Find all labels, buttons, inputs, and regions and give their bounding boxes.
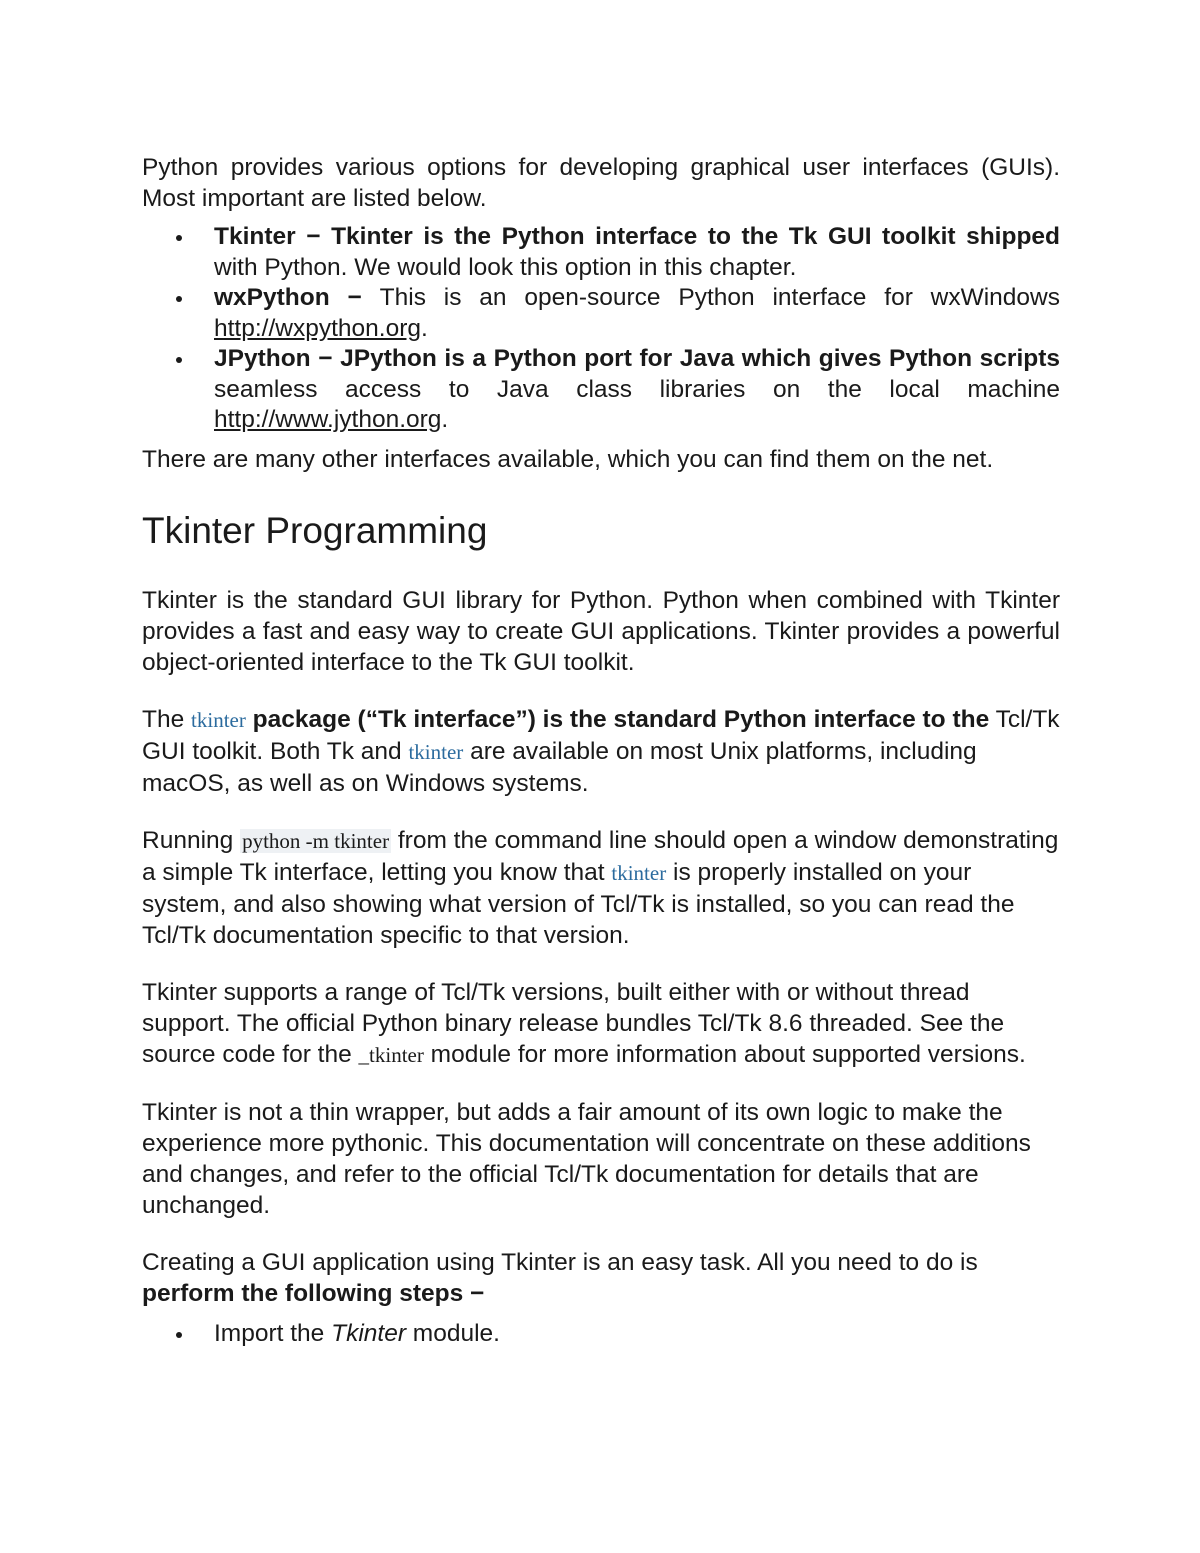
text-run: from the command line should open a window demonstrating a simple Tk interface, letting you know that bbox=[142, 826, 1059, 886]
option-after: . bbox=[421, 314, 428, 342]
paragraph-versions bbox=[142, 977, 1060, 1071]
option-name: Tkinter bbox=[214, 223, 296, 250]
underscore-tkinter-keyword: _tkinter bbox=[358, 1042, 424, 1067]
text-run: are available on most Unix platforms, including macOS, as well as on Windows systems. bbox=[142, 737, 977, 797]
tkinter-keyword: tkinter bbox=[408, 739, 464, 764]
option-name: JPython bbox=[214, 345, 311, 372]
option-after: . bbox=[441, 406, 449, 433]
jython-link[interactable]: http://www.jython.org bbox=[214, 406, 442, 433]
italic-text-run: Tkinter bbox=[331, 1319, 406, 1347]
document-body bbox=[142, 152, 1060, 1357]
bullet-icon bbox=[176, 357, 182, 363]
tkinter-keyword: tkinter bbox=[191, 707, 246, 732]
gui-options-list bbox=[142, 222, 1060, 436]
list-item-jpython bbox=[142, 344, 1060, 436]
text-run: Creating a GUI application using Tkinter is an easy task. All you need to do is bbox=[142, 1248, 978, 1276]
paragraph-tkinter-standard: Tkinter is the standard GUI library for Python. Python when combined with Tkinter provides a fast and easy way to create GUI applications. Tkinter provides a powerful object-oriented interface to the Tk GUI toolkit. bbox=[142, 586, 1060, 676]
wxpython-link[interactable]: http://wxpython.org bbox=[214, 314, 422, 342]
tkinter-keyword: tkinter bbox=[611, 860, 667, 885]
text-run: The bbox=[142, 705, 192, 733]
text-run: Import the bbox=[214, 1319, 332, 1347]
command-code: python -m tkinter bbox=[242, 828, 390, 853]
bullet-icon bbox=[176, 1332, 182, 1338]
bold-text-run: package (“Tk interface”) is the standard Python interface to the bbox=[245, 705, 990, 733]
option-name: wxPython bbox=[214, 284, 330, 311]
text-run: Tcl/Tk GUI toolkit. Both Tk and bbox=[142, 705, 1060, 765]
option-bold-desc: JPython is a Python port for Java which gives Python scripts bbox=[340, 345, 1061, 372]
steps-list bbox=[142, 1319, 1060, 1350]
option-desc: with Python. We would look this option in this chapter. bbox=[214, 253, 797, 281]
option-desc: This is an open-source Python interface for wxWindows bbox=[379, 284, 1060, 311]
text-run: Tkinter supports a range of Tcl/Tk versions, built either with or without thread support. The official Python binary release bundles Tcl/Tk 8.6 threaded. See the source code for the bbox=[142, 978, 1005, 1068]
option-separator: − bbox=[329, 284, 380, 311]
list-item-wxpython bbox=[142, 283, 1060, 344]
paragraph-creating bbox=[142, 1247, 1060, 1309]
paragraph-running bbox=[142, 825, 1060, 951]
bold-text-run: perform the following steps − bbox=[142, 1279, 485, 1307]
text-run: module. bbox=[406, 1319, 500, 1347]
option-separator: − bbox=[295, 223, 332, 250]
list-item-tkinter bbox=[142, 222, 1060, 283]
text-run: module for more information about supported versions. bbox=[423, 1040, 1026, 1068]
bullet-icon bbox=[176, 296, 182, 302]
option-bold-desc: Tkinter is the Python interface to the Tk GUI toolkit shipped bbox=[331, 223, 1061, 250]
other-interfaces-paragraph: There are many other interfaces available, which you can find them on the net. bbox=[142, 445, 994, 473]
paragraph-tkinter-package bbox=[142, 704, 1060, 799]
paragraph-wrapper: Tkinter is not a thin wrapper, but adds a fair amount of its own logic to make the experience more pythonic. This documentation will concentrate on these additions and changes, and refer to the official Tcl/Tk documentation for details that are unchanged. bbox=[142, 1098, 1031, 1219]
option-desc: seamless access to Java class libraries on the local machine bbox=[214, 375, 1060, 403]
text-run: Running bbox=[142, 826, 241, 854]
bullet-icon bbox=[176, 235, 182, 241]
text-run: is properly installed on your system, and also showing what version of Tcl/Tk is installed, so you can read the Tcl/Tk documentation specific to that version. bbox=[142, 858, 1015, 949]
intro-paragraph: Python provides various options for developing graphical user interfaces (GUIs). Most important are listed below. bbox=[142, 154, 1060, 212]
list-item-step bbox=[142, 1319, 1060, 1350]
option-separator: − bbox=[310, 345, 341, 372]
section-title: Tkinter Programming bbox=[142, 509, 488, 551]
